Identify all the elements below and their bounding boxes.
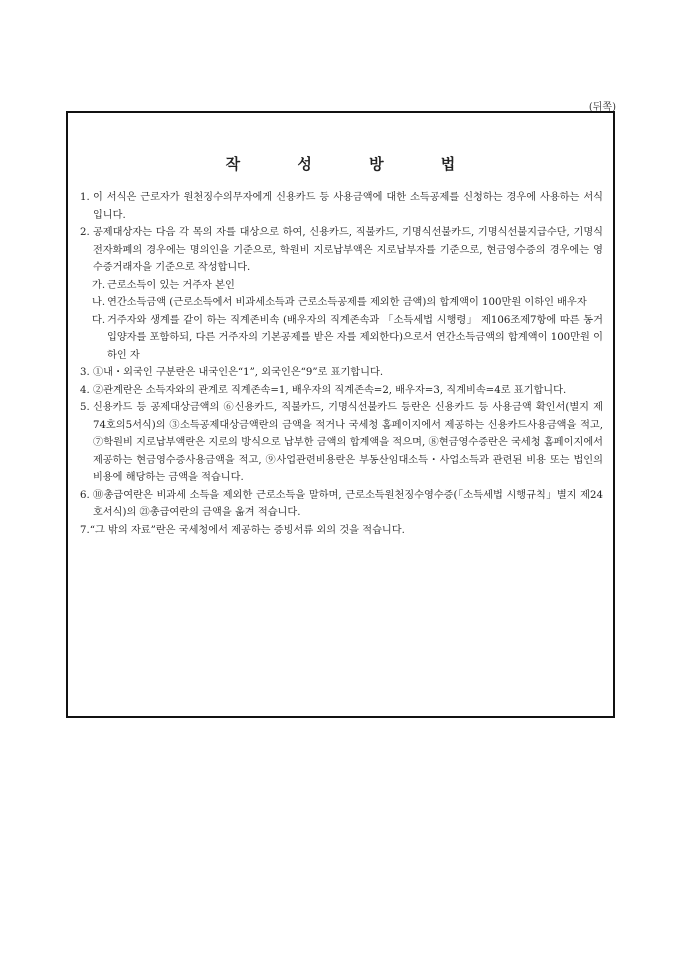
item-text: 근로소득이 있는 거주자 본인 xyxy=(107,279,235,291)
item-number: 2. xyxy=(80,227,93,238)
item-number: 가. xyxy=(92,279,106,291)
list-item xyxy=(80,522,603,540)
item-text: 거주자와 생계를 같이 하는 직계존비속 (배우자의 직계존속과 「소득세법 시행령」 제106조제7항에 따른 동거입양자를 포함하되, 다른 거주자의 기본공제를 받은 자를 제외한다)으로서 연간소득금액의 합계액이 100만원 이하인 자 xyxy=(107,314,603,361)
item-text: “그 밖의 자료”란은 국세청에서 제공하는 증빙서류 외의 것을 적습니다. xyxy=(89,524,405,536)
item-number: 나. xyxy=(92,297,106,308)
item-number: 7. xyxy=(80,524,90,536)
item-text: 이 서식은 근로자가 원천징수의무자에게 신용카드 등 사용금액에 대한 소득공제를 신청하는 경우에 사용하는 서식입니다. xyxy=(92,192,603,221)
list-item xyxy=(80,224,603,277)
item-number: 4. xyxy=(80,384,93,396)
item-number: 1. xyxy=(80,192,93,203)
item-number: 3. xyxy=(80,367,93,378)
sub-list-item xyxy=(80,277,603,295)
item-text: 연간소득금액 (근로소득에서 비과세소득과 근로소득공제를 제외한 금액)의 합계액이 100만원 이하인 배우자 xyxy=(107,297,587,308)
sub-list-item xyxy=(80,294,603,312)
item-number: 6. xyxy=(80,489,93,501)
item-text: 신용카드 등 공제대상금액의 ⑥신용카드, 직불카드, 기명식선불카드 등란은 신용카드 등 사용금액 확인서(별지 제74호의5서식)의 ③소득공제대상금액란의 금액을 적거나 국세청 홈페이지에서 제공하는 신용카드사용금액을 적고, ⑦학원비 지로납부액란은 지로의 방식으로 납부한 금액의 합계액을 적으며, ⑧현금영수증란은 국세청 홈페이지에서 제공하는 현금영수증사용금액을 적고, ⑨사업관련비용란은 부동산임대소득・사업소득과 관련된 비용 또는 법인의 비용에 해당하는 금액을 적습니다. xyxy=(92,402,603,483)
list-item xyxy=(80,382,603,400)
list-item xyxy=(80,487,603,522)
instructions-frame xyxy=(66,111,615,718)
list-item xyxy=(80,364,603,382)
item-text: ①내・외국인 구분란은 내국인은“1”, 외국인은“9”로 표기합니다. xyxy=(92,367,384,378)
instructions-list xyxy=(80,189,603,539)
list-item xyxy=(80,399,603,487)
page-side-note: (뒤쪽) xyxy=(588,102,616,113)
item-text: ⑩총급여란은 비과세 소득을 제외한 근로소득을 말하며, 근로소득원천징수영수증(「소득세법 시행규칙」별지 제24호서식)의 ㉑총급여란의 금액을 옮겨 적습니다. xyxy=(92,489,603,518)
list-item xyxy=(80,189,603,224)
item-number: 5. xyxy=(80,402,93,413)
sub-list-item xyxy=(80,312,603,365)
item-text: ②관계란은 소득자와의 관계로 직계존속=1, 배우자의 직계존속=2, 배우자=3, 직계비속=4로 표기합니다. xyxy=(92,384,567,396)
page-title: 작 성 방 법 xyxy=(225,155,482,173)
item-number: 다. xyxy=(92,314,106,326)
item-text: 공제대상자는 다음 각 목의 자를 대상으로 하여, 신용카드, 직불카드, 기명식선불카드, 기명식선불지급수단, 기명식전자화폐의 경우에는 명의인을 기준으로, 학원비 지로납부액은 지로납부자를 기준으로, 현금영수증의 경우에는 영수증거래자을 기준으로 작성합니다. xyxy=(92,227,603,273)
